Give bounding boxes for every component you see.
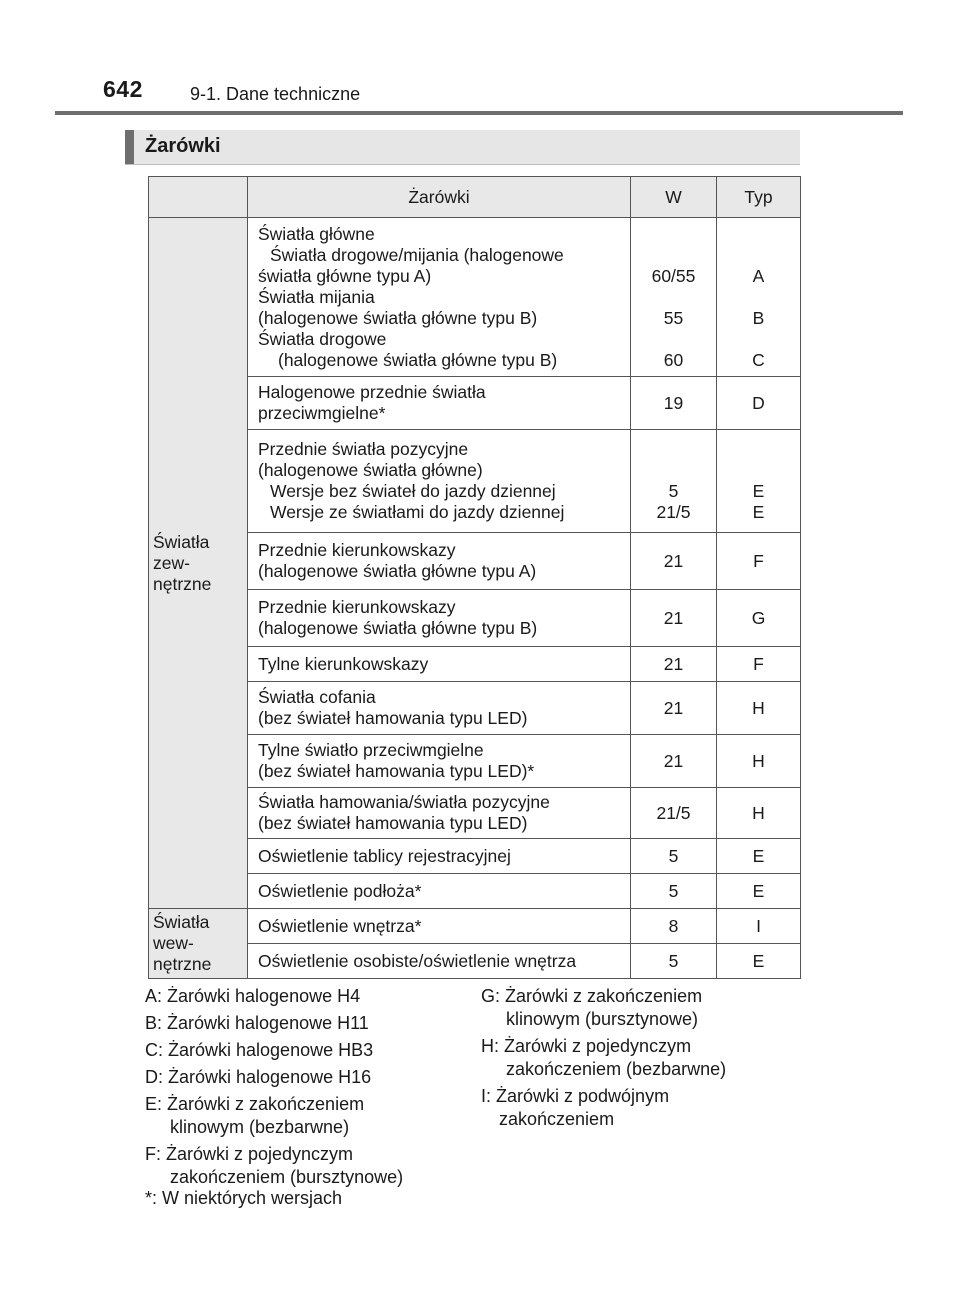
- bulb-description: [248, 682, 631, 735]
- legend-line: zakończeniem: [499, 1109, 615, 1129]
- category-exterior: [149, 218, 248, 909]
- bulb-type: H: [717, 682, 801, 735]
- legend-item: [145, 1066, 403, 1089]
- type-value: C: [752, 349, 765, 370]
- desc-line: Tylne światło przeciwmgielne: [258, 740, 484, 760]
- watt-value: 60/55: [651, 265, 696, 286]
- desc-line: Światła drogowe/mijania (halogenowe: [270, 244, 564, 265]
- legend-line: E: Żarówki z zakończeniem: [145, 1094, 365, 1114]
- bulb-watt: 21: [631, 590, 717, 647]
- page-header: [0, 0, 960, 118]
- legend-line: H: Żarówki z pojedynczym: [481, 1036, 692, 1056]
- footnote: *: W niektórych wersjach: [145, 1188, 343, 1208]
- category-interior: [149, 909, 248, 979]
- desc-line: Halogenowe przednie światła: [258, 382, 486, 402]
- desc-line: Wersje bez świateł do jazdy dziennej: [270, 481, 556, 501]
- legend-item: [145, 1143, 403, 1189]
- type-value: E: [752, 481, 765, 501]
- bulb-watt: 5: [631, 839, 717, 874]
- category-line: wew-: [153, 933, 194, 953]
- bulb-description: Oświetlenie podłoża*: [248, 874, 631, 909]
- legend-line: F: Żarówki z pojedynczym: [145, 1144, 354, 1164]
- legend-line: zakończeniem (bezbarwne): [506, 1059, 727, 1079]
- desc-line: (bez świateł hamowania typu LED): [258, 813, 528, 833]
- bulb-watt: 21/5: [631, 788, 717, 839]
- bulb-type: G: [717, 590, 801, 647]
- bulb-type: E: [717, 874, 801, 909]
- desc-line: Przednie światła pozycyjne: [258, 439, 469, 459]
- desc-line: Światła drogowe: [258, 328, 387, 349]
- table-row: [149, 218, 801, 377]
- table-row: [149, 909, 801, 944]
- bulb-description: [248, 430, 631, 533]
- header-type: Typ: [717, 177, 801, 218]
- type-value: A: [752, 265, 765, 286]
- bulb-description: Oświetlenie wnętrza*: [248, 909, 631, 944]
- legend-line: I: Żarówki z podwójnym: [481, 1086, 670, 1106]
- header-watt: W: [631, 177, 717, 218]
- desc-line: Wersje ze światłami do jazdy dziennej: [270, 502, 565, 522]
- legend-line: D: Żarówki halogenowe H16: [145, 1067, 372, 1087]
- desc-line: (halogenowe światła główne typu A): [258, 561, 537, 581]
- legend-line: klinowym (bezbarwne): [170, 1117, 350, 1137]
- legend-item: [481, 985, 726, 1031]
- bulb-type: D: [717, 377, 801, 430]
- bulb-description: Oświetlenie tablicy rejestracyjnej: [248, 839, 631, 874]
- section-reference: 9-1. Dane techniczne: [190, 84, 361, 104]
- bulb-description: [248, 377, 631, 430]
- type-value: B: [752, 307, 765, 328]
- desc-line: (halogenowe światła główne): [258, 460, 483, 480]
- page-number: 642: [103, 76, 143, 102]
- bulb-description: [248, 218, 631, 377]
- watt-value: 5: [668, 481, 679, 501]
- desc-line: (bez świateł hamowania typu LED)*: [258, 761, 535, 781]
- category-line: Światła: [153, 912, 210, 932]
- legend-line: G: Żarówki z zakończeniem: [481, 986, 703, 1006]
- bulb-type: E: [717, 944, 801, 979]
- legend-line: C: Żarówki halogenowe HB3: [145, 1040, 374, 1060]
- bulb-watt: [631, 218, 717, 377]
- desc-line: (bez świateł hamowania typu LED): [258, 708, 528, 728]
- desc-line: Światła cofania: [258, 687, 376, 707]
- legend-line: zakończeniem (bursztynowe): [170, 1167, 404, 1187]
- bulb-type: [717, 430, 801, 533]
- bulb-watt: 19: [631, 377, 717, 430]
- bulb-type: F: [717, 647, 801, 682]
- bulb-type: H: [717, 735, 801, 788]
- legend-item: [481, 1035, 726, 1081]
- bulb-watt: 5: [631, 874, 717, 909]
- bulb-watt: [631, 430, 717, 533]
- bulb-type: E: [717, 839, 801, 874]
- bulb-type: I: [717, 909, 801, 944]
- desc-line: (halogenowe światła główne typu B): [258, 307, 538, 328]
- legend-item: [145, 1093, 403, 1139]
- legend-item: [145, 1012, 403, 1035]
- legend-item: [481, 1085, 726, 1131]
- bulb-watt: 8: [631, 909, 717, 944]
- desc-line: Światła główne: [258, 223, 375, 244]
- category-line: nętrzne: [153, 573, 212, 594]
- desc-line: Przednie kierunkowskazy: [258, 540, 456, 560]
- desc-line: (halogenowe światła główne typu B): [278, 349, 558, 370]
- legend-line: B: Żarówki halogenowe H11: [145, 1013, 369, 1033]
- bulb-description: [248, 735, 631, 788]
- bulb-type: F: [717, 533, 801, 590]
- desc-line: (halogenowe światła główne typu B): [258, 618, 538, 638]
- bulb-watt: 21: [631, 735, 717, 788]
- section-title: Żarówki: [145, 135, 221, 157]
- bulb-description: Tylne kierunkowskazy: [248, 647, 631, 682]
- header-bulbs: Żarówki: [248, 177, 631, 218]
- header-empty-cell: [149, 177, 248, 218]
- desc-line: Światła mijania: [258, 286, 375, 307]
- desc-line: światła główne typu A): [258, 265, 432, 286]
- section-heading-band: [125, 130, 800, 165]
- bulb-description: Oświetlenie osobiste/oświetlenie wnętrza: [248, 944, 631, 979]
- header-rule: [55, 111, 903, 115]
- desc-line: przeciwmgielne*: [258, 403, 386, 423]
- desc-line: Światła hamowania/światła pozycyjne: [258, 792, 550, 812]
- bulb-watt: 21: [631, 682, 717, 735]
- bulb-watt: 5: [631, 944, 717, 979]
- legend-line: klinowym (bursztynowe): [506, 1009, 699, 1029]
- type-value: E: [752, 502, 765, 522]
- watt-value: 21/5: [656, 502, 691, 522]
- bulb-type: [717, 218, 801, 377]
- bulb-watt: 21: [631, 647, 717, 682]
- bulb-description: [248, 533, 631, 590]
- legend-right: [481, 985, 726, 1135]
- legend-item: [145, 1039, 403, 1062]
- bulb-watt: 21: [631, 533, 717, 590]
- category-line: Światła: [153, 531, 210, 552]
- desc-line: Przednie kierunkowskazy: [258, 597, 456, 617]
- legend-line: A: Żarówki halogenowe H4: [145, 986, 361, 1006]
- bulb-type: H: [717, 788, 801, 839]
- watt-value: 55: [663, 307, 684, 328]
- table-header-row: [149, 177, 801, 218]
- watt-value: 60: [663, 349, 684, 370]
- category-line: nętrzne: [153, 954, 212, 974]
- bulb-table: [148, 176, 801, 979]
- bulb-description: [248, 590, 631, 647]
- legend-item: [145, 985, 403, 1008]
- legend-left: [145, 985, 403, 1193]
- bulb-description: [248, 788, 631, 839]
- section-marker: [125, 130, 134, 164]
- category-line: zew-: [153, 552, 190, 573]
